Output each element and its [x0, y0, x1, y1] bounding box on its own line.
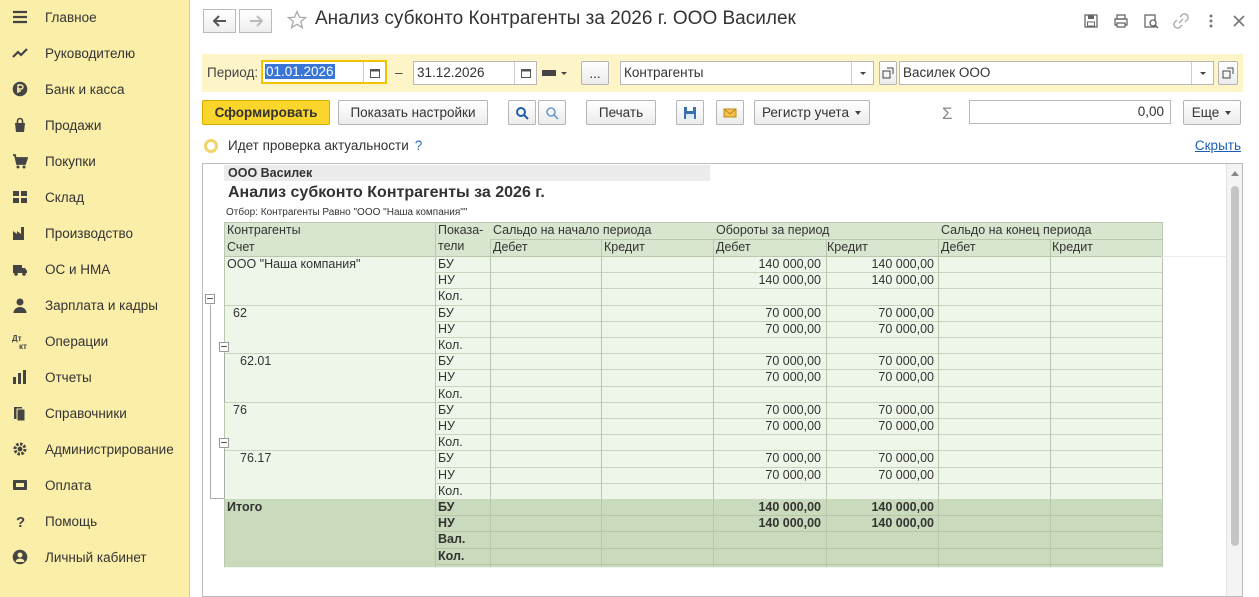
- row-line: [435, 369, 1162, 370]
- sidebar-item-13[interactable]: [0, 467, 189, 503]
- period-bar: [202, 54, 1243, 92]
- row-line: [435, 564, 1162, 565]
- col-line: [826, 239, 827, 567]
- sidebar-item-label: Справочники: [45, 405, 127, 421]
- period-from-value: 01.01.2026: [266, 64, 334, 79]
- organization-field[interactable]: [899, 61, 1214, 85]
- bag-icon: [12, 117, 28, 133]
- row-account-name: 76.17: [240, 451, 272, 466]
- sidebar-item-label: Оплата: [45, 477, 92, 493]
- sidebar: [0, 0, 190, 597]
- turnover-credit-bu: 70 000,00: [878, 354, 934, 369]
- header-credit: Кредит: [1052, 240, 1093, 254]
- loading-icon: [204, 139, 218, 153]
- indicator-nu: НУ: [438, 370, 455, 385]
- indicator-nu: НУ: [438, 273, 455, 288]
- bar-chart-icon: [12, 369, 28, 385]
- header-end-balance: Сальдо на конец периода: [941, 223, 1092, 237]
- turnover-credit-nu: 70 000,00: [878, 419, 934, 433]
- link-icon[interactable]: [1172, 12, 1190, 30]
- indicator-bu: БУ: [438, 305, 454, 320]
- total-indicator-kol: Кол.: [438, 548, 465, 563]
- sidebar-item-10[interactable]: [0, 359, 189, 395]
- svg-text:?: ?: [16, 514, 26, 529]
- tree-line: [210, 305, 211, 499]
- row-line: [435, 337, 1162, 338]
- row-line: [435, 288, 1162, 289]
- turnover-debit-bu: 70 000,00: [765, 402, 821, 417]
- total-label: Итого: [227, 500, 263, 514]
- header-debit: Дебет: [716, 240, 751, 254]
- period-to-field[interactable]: [413, 61, 537, 85]
- sidebar-item-6[interactable]: [0, 215, 189, 251]
- collapse-icon[interactable]: [219, 438, 229, 448]
- sidebar-item-label: Продажи: [45, 117, 102, 133]
- col-line: [938, 239, 939, 567]
- more-label: Еще: [1191, 105, 1220, 120]
- sidebar-item-label: Банк и касса: [45, 81, 125, 97]
- sum-field[interactable]: 0,00: [969, 100, 1171, 124]
- calendar-button[interactable]: [514, 62, 536, 84]
- sidebar-item-11[interactable]: [0, 395, 189, 431]
- turnover-credit-nu: 70 000,00: [878, 321, 934, 336]
- sidebar-item-label: Производство: [45, 225, 134, 241]
- header-credit: Кредит: [604, 240, 645, 254]
- save-file-button[interactable]: [676, 100, 704, 125]
- svg-text:Дт: Дт: [12, 334, 22, 343]
- organization-open-button[interactable]: [1218, 61, 1238, 85]
- save-icon[interactable]: [1082, 12, 1100, 30]
- period-dash: –: [395, 65, 403, 80]
- envelope-icon: [723, 106, 737, 120]
- total-indicator-val: Вал.: [438, 532, 466, 547]
- main-area: [190, 0, 1259, 597]
- sidebar-item-9[interactable]: [0, 323, 189, 359]
- collapse-icon[interactable]: [205, 294, 215, 304]
- arrow-left-icon: [213, 15, 227, 27]
- row-line: [435, 321, 1162, 322]
- search-button[interactable]: [508, 100, 536, 125]
- help-icon[interactable]: ?: [414, 138, 423, 153]
- indicator-kol: Кол.: [438, 386, 463, 401]
- row-line: [435, 531, 1162, 532]
- open-icon: [881, 66, 895, 80]
- sidebar-item-label: Зарплата и кадры: [45, 297, 158, 313]
- total-indicator-nu: НУ: [438, 516, 455, 531]
- calendar-button[interactable]: [363, 62, 385, 84]
- sidebar-item-15[interactable]: [0, 539, 189, 575]
- indicator-nu: НУ: [438, 321, 455, 336]
- col-line: [435, 222, 436, 567]
- sidebar-item-label: Покупки: [45, 153, 96, 169]
- total-debit-nu: 140 000,00: [758, 516, 821, 531]
- status-text: [228, 138, 422, 153]
- back-button[interactable]: [203, 9, 236, 33]
- chevron-down-icon: [1224, 109, 1232, 117]
- cart-icon: [12, 153, 28, 169]
- sidebar-item-label: Главное: [45, 9, 97, 25]
- total-credit-nu: 140 000,00: [871, 516, 934, 531]
- organization-dropdown-button[interactable]: [1191, 62, 1213, 84]
- header-debit: Дебет: [493, 240, 528, 254]
- indicator-bu: БУ: [438, 257, 454, 271]
- warehouse-icon: [12, 189, 28, 205]
- col-line: [1162, 222, 1163, 567]
- row-account-name: ООО "Наша компания": [227, 257, 361, 271]
- turnover-debit-nu: 140 000,00: [758, 273, 821, 288]
- sidebar-item-3[interactable]: [0, 107, 189, 143]
- sidebar-item-label: Администрирование: [45, 441, 174, 457]
- period-type-dropdown[interactable]: [541, 67, 569, 79]
- forward-button[interactable]: [239, 9, 272, 33]
- subconto-field[interactable]: [620, 61, 874, 85]
- row-line: [1162, 256, 1232, 257]
- turnover-debit-nu: 70 000,00: [765, 419, 821, 433]
- truck-icon: [12, 261, 28, 277]
- col-line: [601, 239, 602, 567]
- period-label: Период:: [207, 65, 259, 80]
- turnover-debit-nu: 70 000,00: [765, 370, 821, 385]
- sidebar-item-label: Операции: [45, 333, 109, 349]
- payment-icon: [12, 477, 28, 493]
- row-account-name: 76: [233, 402, 247, 417]
- sidebar-item-label: Склад: [45, 189, 85, 205]
- turnover-credit-bu: 70 000,00: [878, 451, 934, 466]
- sidebar-item-7[interactable]: [0, 251, 189, 287]
- sidebar-item-2[interactable]: [0, 71, 189, 107]
- turnover-debit-nu: 70 000,00: [765, 467, 821, 482]
- menu-icon: [12, 9, 28, 25]
- question-icon: [12, 513, 28, 529]
- books-icon: [12, 405, 28, 421]
- period-select-button[interactable]: ...: [581, 61, 609, 85]
- ruble-icon: [12, 81, 28, 97]
- indicator-bu: БУ: [438, 451, 454, 466]
- turnover-debit-bu: 140 000,00: [758, 257, 821, 271]
- row-line: [490, 239, 1162, 240]
- register-label: Регистр учета: [762, 105, 849, 120]
- sidebar-item-label: Руководителю: [45, 45, 136, 61]
- chevron-down-icon: [1198, 68, 1208, 78]
- sidebar-item-label: Личный кабинет: [45, 549, 147, 565]
- send-email-button[interactable]: [716, 100, 744, 125]
- header-indicators: Показа- тели: [438, 223, 484, 253]
- row-line: [224, 256, 1162, 257]
- header-account: Счет: [227, 240, 255, 254]
- row-line: [224, 222, 1162, 223]
- dt-kt-icon: [12, 333, 28, 349]
- print-icon[interactable]: [1112, 12, 1130, 30]
- total-indicator-bu: БУ: [438, 500, 455, 514]
- indicator-bu: БУ: [438, 354, 454, 369]
- sum-icon: Σ: [942, 104, 953, 123]
- search-icon: [515, 106, 529, 120]
- row-line: [435, 467, 1162, 468]
- tree-line: [224, 449, 225, 498]
- sidebar-item-5[interactable]: [0, 179, 189, 215]
- sidebar-item-label: Помощь: [45, 513, 98, 529]
- row-line: [435, 515, 1162, 516]
- status-message: Идет проверка актуальности: [228, 138, 409, 153]
- header-start-balance: Сальдо на начало периода: [493, 223, 652, 237]
- turnover-credit-nu: 70 000,00: [878, 467, 934, 482]
- row-line: [435, 418, 1162, 419]
- print-button[interactable]: Печать: [586, 100, 656, 125]
- trend-icon: [12, 45, 28, 61]
- sidebar-item-8[interactable]: [0, 287, 189, 323]
- turnover-debit-bu: 70 000,00: [765, 451, 821, 466]
- chevron-down-icon: [854, 109, 862, 117]
- sidebar-item-label: Отчеты: [45, 369, 92, 385]
- tree-line: [210, 498, 224, 499]
- close-icon[interactable]: [1230, 12, 1248, 30]
- sidebar-item-1[interactable]: [0, 35, 189, 71]
- star-icon[interactable]: [287, 10, 307, 30]
- register-dropdown[interactable]: [754, 100, 870, 125]
- total-debit-bu: 140 000,00: [758, 500, 821, 514]
- subconto-open-button[interactable]: [879, 61, 897, 85]
- sidebar-item-label: ОС и НМА: [45, 261, 111, 277]
- turnover-credit-bu: 70 000,00: [878, 305, 934, 320]
- page-title: Анализ субконто Контрагенты за 2026 г. ООО Василек: [315, 8, 796, 29]
- sidebar-item-14[interactable]: [0, 503, 189, 539]
- show-settings-button[interactable]: Показать настройки: [338, 100, 488, 125]
- search-settings-icon: [545, 106, 559, 120]
- col-line: [490, 239, 491, 567]
- row-line: [435, 434, 1162, 435]
- report-title: Анализ субконто Контрагенты за 2026 г.: [228, 184, 545, 201]
- report-filter: Отбор: Контрагенты Равно "ООО "Наша компания"": [226, 207, 468, 218]
- turnover-debit-bu: 70 000,00: [765, 354, 821, 369]
- indicator-kol: Кол.: [438, 435, 463, 450]
- scroll-up-icon[interactable]: [1231, 171, 1239, 176]
- col-line: [713, 239, 714, 567]
- generate-button[interactable]: Сформировать: [202, 100, 330, 125]
- report-area: [202, 163, 1243, 597]
- period-type-icon: [541, 67, 569, 79]
- person-icon: [12, 297, 28, 313]
- indicator-kol: Кол.: [438, 483, 463, 498]
- indicator-bu: БУ: [438, 402, 454, 417]
- svg-text:кт: кт: [19, 342, 27, 349]
- sidebar-item-4[interactable]: [0, 143, 189, 179]
- total-credit-bu: 140 000,00: [871, 500, 934, 514]
- col-line: [1050, 239, 1051, 567]
- more-dropdown[interactable]: [1183, 100, 1241, 125]
- header-credit: Кредит: [827, 240, 868, 254]
- indicator-kol: Кол.: [438, 338, 463, 352]
- period-from-field[interactable]: [261, 60, 387, 84]
- row-account-name: 62: [233, 305, 247, 320]
- tree-line: [224, 353, 225, 402]
- scroll-thumb[interactable]: [1231, 186, 1239, 546]
- turnover-credit-nu: 140 000,00: [871, 273, 934, 288]
- header-debit: Дебет: [941, 240, 976, 254]
- arrow-right-icon: [249, 15, 263, 27]
- row-line: [435, 548, 1162, 549]
- factory-icon: [12, 225, 28, 241]
- turnover-debit-bu: 70 000,00: [765, 305, 821, 320]
- preview-icon[interactable]: [1142, 12, 1160, 30]
- row-line: [435, 483, 1162, 484]
- calendar-icon: [521, 68, 531, 78]
- more-vert-icon[interactable]: [1202, 12, 1220, 30]
- chevron-down-icon: [858, 68, 868, 78]
- turnover-credit-bu: 140 000,00: [871, 257, 934, 271]
- scrollbar[interactable]: [1226, 164, 1242, 597]
- period-to-value: 31.12.2026: [417, 65, 485, 80]
- organization-value: Василек ООО: [903, 65, 991, 80]
- floppy-icon: [683, 106, 697, 120]
- header-turnover: Обороты за период: [716, 223, 830, 237]
- subconto-dropdown-button[interactable]: [851, 62, 873, 84]
- gear-icon: [12, 441, 28, 457]
- sidebar-item-0[interactable]: [0, 0, 189, 35]
- indicator-nu: НУ: [438, 467, 455, 482]
- turnover-credit-nu: 70 000,00: [878, 370, 934, 385]
- turnover-credit-bu: 70 000,00: [878, 402, 934, 417]
- open-icon: [1221, 66, 1235, 80]
- hide-link[interactable]: Скрыть: [1194, 138, 1241, 153]
- row-line: [435, 386, 1162, 387]
- indicator-kol: Кол.: [438, 289, 463, 304]
- indicator-nu: НУ: [438, 419, 455, 433]
- calendar-icon: [370, 68, 380, 78]
- search-settings-button[interactable]: [538, 100, 566, 125]
- row-account-name: 62.01: [240, 354, 272, 369]
- header-contractors: Контрагенты: [227, 223, 301, 237]
- report-org: ООО Василек: [228, 166, 313, 180]
- account-icon: [12, 549, 28, 565]
- turnover-debit-nu: 70 000,00: [765, 321, 821, 336]
- sidebar-item-12[interactable]: [0, 431, 189, 467]
- collapse-icon[interactable]: [219, 342, 229, 352]
- subconto-value: Контрагенты: [624, 65, 704, 80]
- row-line: [435, 272, 1162, 273]
